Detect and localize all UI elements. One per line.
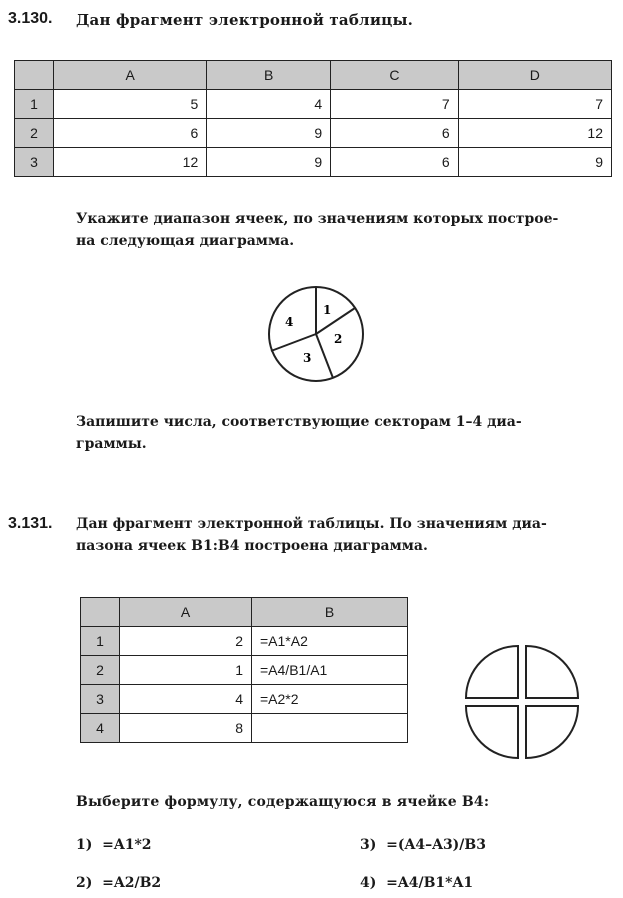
cell-A4: 8 (120, 714, 252, 743)
table-row (15, 119, 612, 148)
answer-option-4 (360, 875, 473, 891)
cell-D2: 12 (458, 119, 611, 148)
question-line-2: на следующая диаграмма. (76, 233, 295, 249)
task-line-2: граммы. (76, 436, 147, 452)
cell-B3: 9 (207, 148, 331, 177)
option-label: 1) (76, 837, 93, 853)
intro-line-1: Дан фрагмент электронной таблицы. По значениям диа- (76, 516, 547, 532)
cell-D1: 7 (458, 90, 611, 119)
option-text: =A4/B1*A1 (386, 875, 474, 891)
option-text: =(A4–A3)/B3 (386, 837, 486, 853)
option-label: 2) (76, 875, 93, 891)
row-header: 2 (81, 656, 120, 685)
intro-line-2: пазона ячеек B1:B4 построена диаграмма. (76, 538, 428, 554)
cell-B1: =A1*A2 (252, 627, 408, 656)
option-label: 3) (360, 837, 377, 853)
pie-diagram (266, 284, 366, 384)
option-text: =A2/B2 (102, 875, 162, 891)
spreadsheet-table (80, 597, 408, 743)
problem-intro (76, 513, 606, 557)
sector-bottom-right (526, 706, 578, 758)
cell-A2: 1 (120, 656, 252, 685)
choose-formula-question: Выберите формулу, содержащуюся в ячейке B4: (76, 794, 490, 810)
table-row (81, 656, 408, 685)
spreadsheet-table (14, 60, 612, 177)
problem-intro: Дан фрагмент электронной таблицы. (76, 11, 414, 29)
cell-B1: 4 (207, 90, 331, 119)
cell-B2: 9 (207, 119, 331, 148)
corner-cell (81, 598, 120, 627)
task-line-1: Запишите числа, соответствующие секторам 1–4 диа- (76, 414, 522, 430)
cell-B2: =A4/B1/A1 (252, 656, 408, 685)
sector-top-left (466, 646, 518, 698)
cell-B3: =A2*2 (252, 685, 408, 714)
table-row (81, 627, 408, 656)
cell-A1: 2 (120, 627, 252, 656)
pie-label-3: 3 (303, 351, 312, 365)
table-row (81, 685, 408, 714)
row-header: 3 (15, 148, 54, 177)
pie-label-4: 4 (285, 315, 294, 329)
column-header: B (207, 61, 331, 90)
pie-label-1: 1 (323, 303, 332, 317)
sector-bottom-left (466, 706, 518, 758)
option-label: 4) (360, 875, 377, 891)
cell-C2: 6 (331, 119, 459, 148)
option-text: =A1*2 (102, 837, 152, 853)
table-header-row (15, 61, 612, 90)
cell-A3: 12 (54, 148, 207, 177)
column-header: D (458, 61, 611, 90)
answer-option-2 (76, 875, 161, 891)
table-row (81, 714, 408, 743)
cell-A1: 5 (54, 90, 207, 119)
table-row (15, 90, 612, 119)
corner-cell (15, 61, 54, 90)
problem-number: 3.130. (8, 10, 53, 27)
quarter-diagram (460, 640, 584, 764)
row-header: 2 (15, 119, 54, 148)
cell-B4 (252, 714, 408, 743)
cell-C3: 6 (331, 148, 459, 177)
cell-A2: 6 (54, 119, 207, 148)
question-line-1: Укажите диапазон ячеек, по значениям которых построе- (76, 211, 559, 227)
column-header: A (54, 61, 207, 90)
row-header: 3 (81, 685, 120, 714)
table-header-row (81, 598, 408, 627)
answer-option-3 (360, 837, 486, 853)
row-header: 4 (81, 714, 120, 743)
task-text (76, 411, 606, 455)
row-header: 1 (15, 90, 54, 119)
row-header: 1 (81, 627, 120, 656)
column-header: C (331, 61, 459, 90)
problem-3-131 (0, 500, 623, 898)
cell-A3: 4 (120, 685, 252, 714)
column-header: A (120, 598, 252, 627)
cell-C1: 7 (331, 90, 459, 119)
question-text (76, 208, 606, 252)
problem-number: 3.131. (8, 515, 53, 532)
cell-D3: 9 (458, 148, 611, 177)
answer-option-1 (76, 837, 152, 853)
column-header: B (252, 598, 408, 627)
table-row (15, 148, 612, 177)
pie-label-2: 2 (334, 332, 343, 346)
sector-top-right (526, 646, 578, 698)
